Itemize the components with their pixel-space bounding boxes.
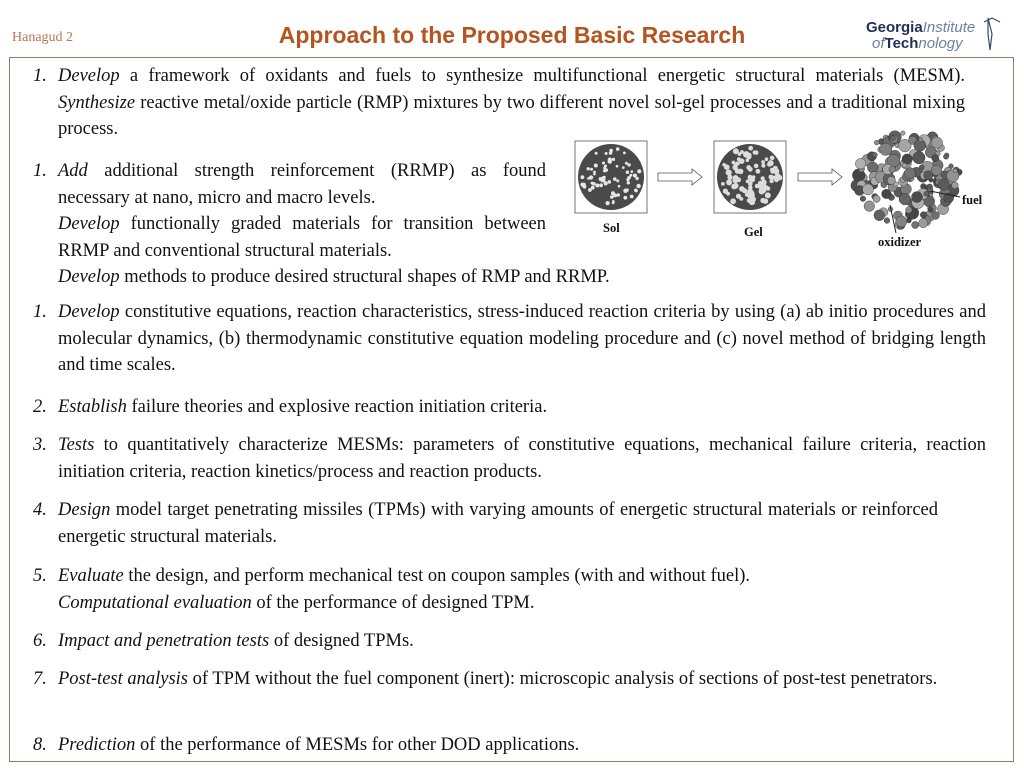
- item-body: reactive metal/oxide particle (RMP) mixtures by two different novel sol-gel processes and a traditional mixing process.: [58, 92, 965, 139]
- item-lead: Evaluate: [58, 566, 124, 586]
- item-number: 2.: [33, 397, 47, 417]
- item-number: 7.: [33, 669, 47, 689]
- item-lead: Design: [58, 500, 111, 520]
- item-lead: Prediction: [58, 735, 136, 755]
- item-body: failure theories and explosive reaction initiation criteria.: [126, 397, 548, 417]
- item-lead: Develop: [58, 66, 120, 86]
- item-text: [58, 563, 958, 616]
- logo-text-tech: Tech: [884, 35, 919, 52]
- item-number: 4.: [33, 500, 47, 520]
- item-number: 1.: [33, 302, 47, 322]
- item-number: 1.: [33, 66, 47, 86]
- label-fuel: fuel: [962, 193, 983, 207]
- logo-text-nology: nology: [918, 35, 963, 52]
- item-lead: Develop: [58, 267, 120, 287]
- logo-text-of: of: [872, 35, 885, 52]
- item-text: [58, 264, 958, 291]
- item-lead: Computational evaluation: [58, 592, 252, 613]
- item-lead: Post-test analysis: [58, 669, 189, 689]
- item-lead: Develop: [58, 302, 120, 322]
- slide-author-label: Hanagud 2: [12, 30, 74, 45]
- item-number: 8.: [33, 735, 47, 755]
- item-body: a framework of oxidants and fuels to synthesize multifunctional energetic structural materials (MESM).: [119, 66, 965, 86]
- process-arrow-icon: [798, 169, 842, 185]
- item-body: additional strength reinforcement (RRMP) as found necessary at nano, micro and macro levels.: [58, 161, 546, 208]
- logo-text-georgia: Georgia: [866, 19, 923, 36]
- item-lead: Establish: [58, 397, 127, 417]
- item-number: 5.: [33, 566, 47, 586]
- item-lead: Synthesize: [58, 92, 136, 113]
- item-text: [58, 497, 938, 550]
- sol-gel-figure: [570, 125, 1015, 255]
- sol-gel-diagram: [570, 125, 1015, 255]
- item-body: of the performance of designed TPM.: [251, 592, 535, 613]
- item-text: [58, 158, 546, 264]
- slide-title: Approach to the Proposed Basic Research: [278, 22, 746, 48]
- process-arrow-icon: [658, 169, 702, 185]
- item-text: [58, 432, 986, 485]
- item-body: methods to produce desired structural shapes of RMP and RRMP.: [119, 267, 610, 287]
- item-lead: Develop: [58, 214, 120, 234]
- item-body: of designed TPMs.: [269, 631, 414, 651]
- svg-text:GeorgiaInstitute: [866, 19, 975, 36]
- item-text: [58, 732, 958, 759]
- item-body: to quantitatively characterize MESMs: parameters of constitutive equations, mechanical failure criteria, reaction initiation criteria, reaction kinetics/process and reaction products.: [58, 435, 986, 482]
- item-number: 6.: [33, 631, 47, 651]
- label-gel: Gel: [744, 225, 763, 239]
- item-text: [58, 666, 958, 693]
- item-lead: Impact and penetration tests: [58, 631, 270, 651]
- item-body: constitutive equations, reaction characteristics, stress-induced reaction criteria by using (a) ab initio procedures and molecular dynamics, (b) thermodynamic constitutive equation modeling procedure and (c) novel method of bridging length and time scales.: [58, 302, 986, 375]
- label-oxidizer: oxidizer: [878, 235, 922, 249]
- item-text: [58, 394, 986, 421]
- georgia-tech-logo: [866, 16, 1002, 54]
- item-body: of the performance of MESMs for other DOD applications.: [135, 735, 580, 755]
- item-body: model target penetrating missiles (TPMs) with varying amounts of energetic structural materials or reinforced energetic structural materials.: [58, 500, 938, 547]
- label-sol: Sol: [603, 221, 620, 235]
- item-body: of TPM without the fuel component (inert): microscopic analysis of sections of post-test penetrators.: [188, 669, 938, 689]
- item-lead: Add: [58, 161, 88, 181]
- item-lead: Tests: [58, 435, 95, 455]
- svg-text:ofTechnology: [872, 35, 964, 52]
- item-number: 3.: [33, 435, 47, 455]
- item-body: the design, and perform mechanical test on coupon samples (with and without fuel).: [123, 566, 751, 586]
- item-text: [58, 628, 958, 655]
- item-text: [58, 299, 986, 379]
- item-body: functionally graded materials for transition between RRMP and conventional structural materials.: [58, 214, 546, 261]
- logo-text-institute: Institute: [922, 19, 976, 36]
- item-number: 1.: [33, 161, 47, 181]
